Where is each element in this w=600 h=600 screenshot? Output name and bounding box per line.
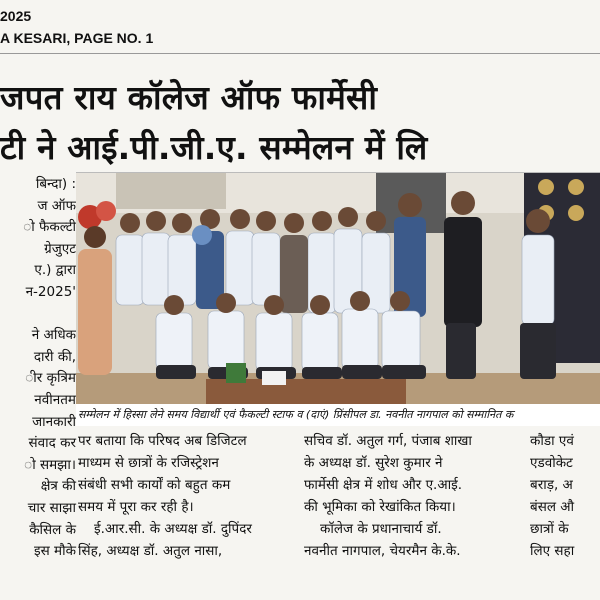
text-line: संबंधी सभी कार्यों को बहुत कम [78, 477, 231, 493]
header-divider [0, 53, 600, 54]
left-text-column [0, 174, 76, 563]
text-line: जानकारी [32, 413, 76, 430]
headline-line-1: जपत राय कॉलेज ऑफ फार्मेसी [0, 78, 378, 117]
header-source: A KESARI, PAGE NO. 1 [0, 30, 154, 46]
text-line: क्षेत्र की [40, 478, 76, 495]
text-line: लिए सहा [530, 543, 575, 559]
text-line: माध्यम से छात्रों के रजिस्ट्रेशन [78, 455, 219, 471]
text-line: नवनीत नागपाल, चेयरमैन के.के. [304, 543, 461, 559]
text-line: के अध्यक्ष डॉ. सुरेश कुमार ने [304, 455, 443, 471]
group-photo [76, 172, 600, 405]
text-line: की भूमिका को रेखांकित किया। [304, 499, 456, 515]
text-line: ज ऑफ [37, 197, 76, 214]
body-column-4 [530, 430, 600, 562]
text-line: ने अधिक [31, 327, 76, 344]
text-line: संवाद कर [28, 435, 76, 452]
text-line: ो समझा। [24, 456, 76, 473]
photo-caption: सम्मेलन में हिस्सा लेने समय विद्यार्थी एवं फैकल्टी स्टाफ व (दाएं) प्रिंसीपल डा. नवनीत नागपाल को सम्मानित क [76, 404, 600, 426]
text-line: नवीनतम [34, 391, 76, 408]
text-line: ीर कृत्रिम [25, 370, 76, 387]
text-line: दारी की, [33, 348, 76, 365]
text-line: ो फैकल्टी [23, 219, 76, 236]
text-line: छात्रों के [530, 521, 569, 537]
text-line: बराड़, अ [530, 477, 573, 493]
body-column-2 [78, 430, 296, 562]
text-line: बंसल औ [530, 499, 575, 515]
text-line: कैसिल के [29, 521, 76, 538]
text-line: चार साझा [27, 499, 76, 516]
text-line: इस मौके [34, 543, 76, 560]
text-line: ए.) द्वारा [34, 262, 76, 279]
text-line: ई.आर.सी. के अध्यक्ष डॉ. दुपिंदर [94, 521, 252, 537]
body-column-3 [304, 430, 522, 562]
headline-line-2: टी ने आई.पी.जी.ए. सम्मेलन में लि [0, 128, 428, 167]
text-line: एडवोकेट [530, 455, 573, 471]
text-line: समय में पूरा कर रही है। [78, 499, 194, 515]
text-line: ग्रेजुएट [44, 240, 76, 257]
text-line: बिन्दा) : [35, 176, 76, 192]
text-line [0, 304, 76, 326]
text-line: कॉलेज के प्रधानाचार्य डॉ. [320, 521, 442, 537]
text-line: पर बताया कि परिषद अब डिजिटल [78, 433, 247, 449]
text-line: फार्मेसी क्षेत्र में शोध और ए.आई. [304, 477, 463, 493]
text-line: कौडा एवं [530, 433, 574, 449]
text-line: सचिव डॉ. अतुल गर्ग, पंजाब शाखा [304, 433, 472, 449]
text-line: सिंह, अध्यक्ष डॉ. अतुल नासा, [78, 543, 223, 559]
text-line: न-2025' [25, 283, 76, 300]
header-date: 2025 [0, 8, 32, 24]
